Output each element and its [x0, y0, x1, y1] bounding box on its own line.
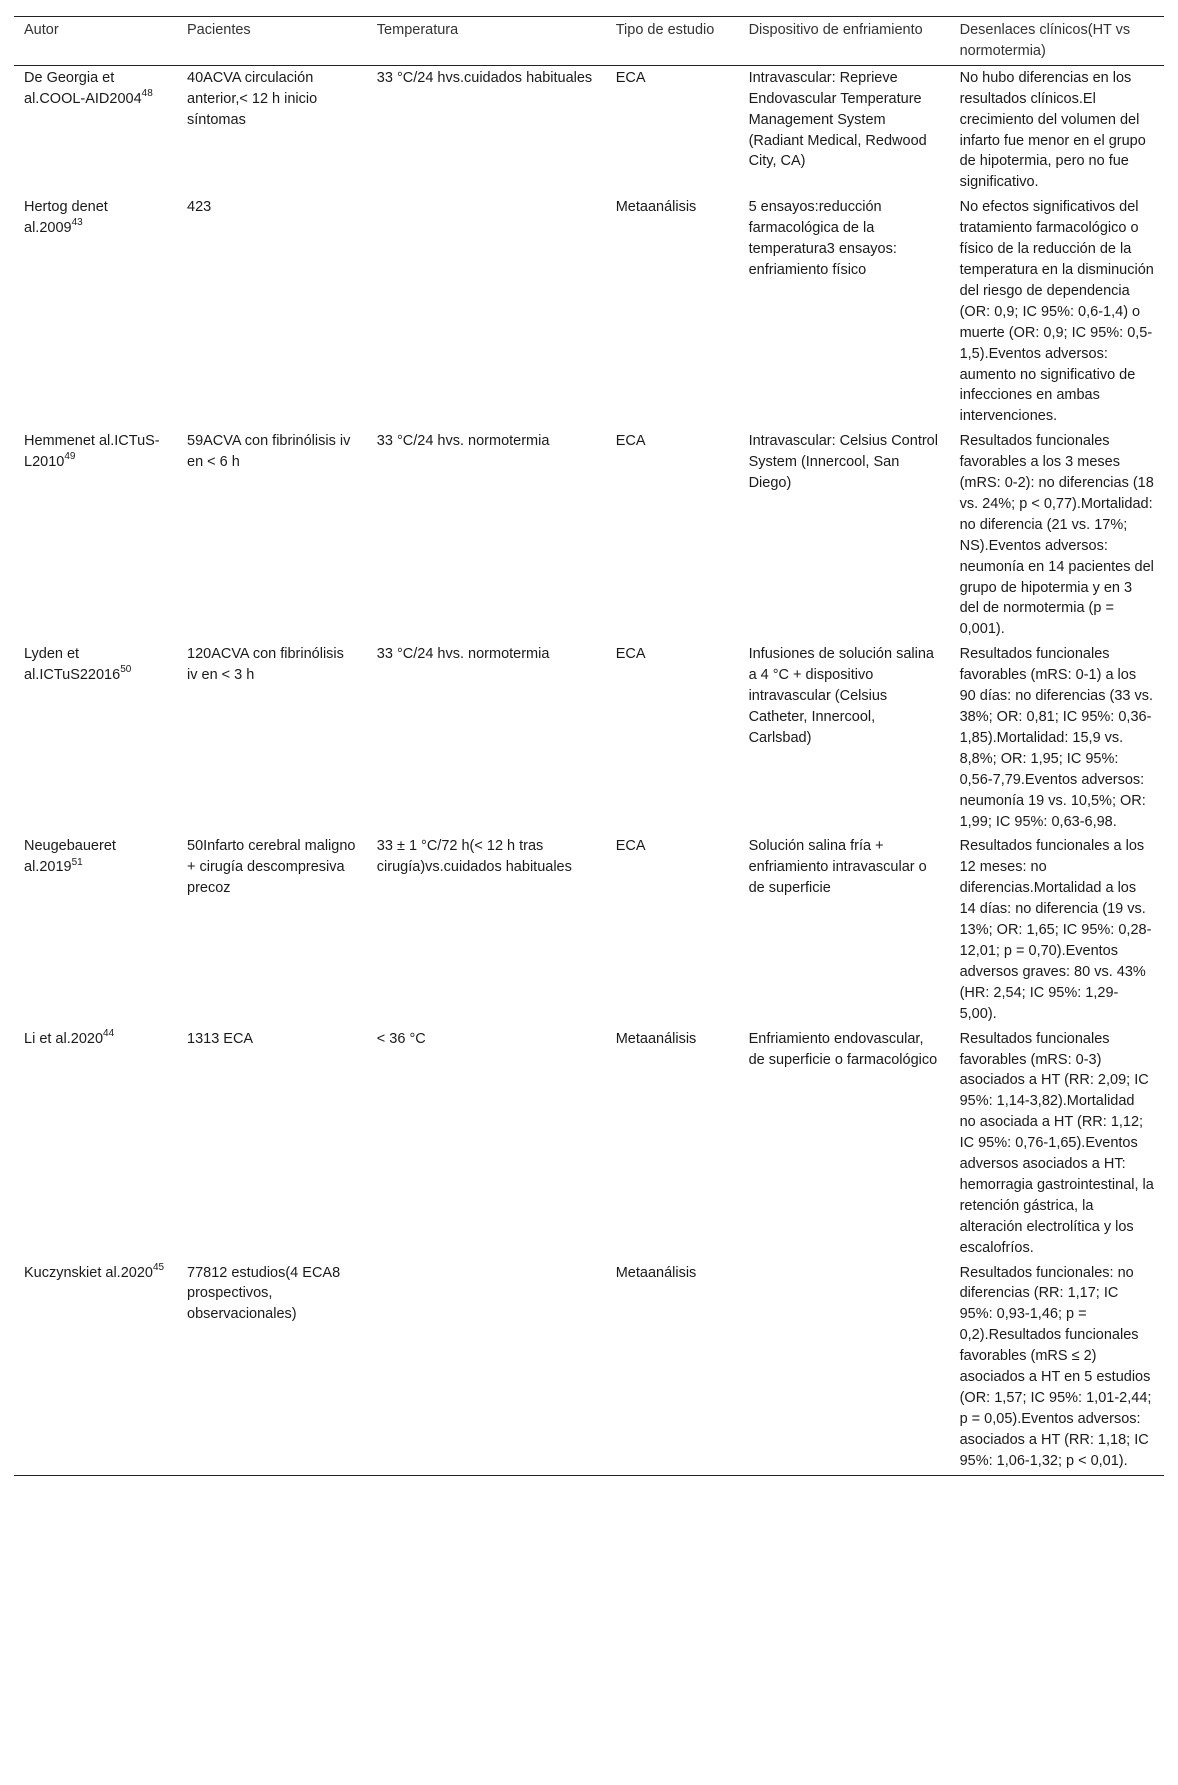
cell-patients: 1313 ECA	[187, 1030, 254, 1047]
cell-study-type: Metaanálisis	[606, 1261, 739, 1476]
cell-outcomes: No hubo diferencias en los resultados clínicos.El crecimiento del volumen del infarto fue menor en el grupo de hipotermia, pero no fue significativo.	[959, 69, 1146, 191]
header-patients: Pacientes	[177, 17, 367, 66]
table-row	[14, 65, 1164, 195]
cell-outcomes: Resultados funcionales favorables (mRS: 0-1) a los 90 días: no diferencias (33 vs. 38%; OR: 0,81; IC 95%: 0,36-1,85).Mortalidad: 15,9 vs. 8,8%; OR: 1,95; IC 95%: 0,56-7,79.Eventos adversos: neumonía 19 vs. 10,5%; OR: 1,99; IC 95%: 0,63-6,98.	[959, 646, 1154, 830]
clinical-trials-table	[14, 16, 1164, 1476]
header-study-type: Tipo de estudio	[606, 17, 739, 66]
cell-temperature: 33 °C/24 hvs. normotermia	[376, 433, 550, 450]
cell-patients: 40ACVA circulación anterior,< 12 h inicio síntomas	[187, 69, 318, 128]
cell-device: Solución salina fría + enfriamiento intravascular o de superficie	[748, 838, 927, 897]
table-row	[14, 195, 1164, 429]
table-row	[14, 1261, 1164, 1476]
cell-study-type: ECA	[615, 433, 646, 450]
cell-temperature: 33 °C/24 hvs. normotermia	[376, 646, 550, 663]
cell-author: Hertog denet al.2009$^{43}$	[24, 199, 108, 237]
cell-outcomes: Resultados funcionales a los 12 meses: no diferencias.Mortalidad a los 14 días: no diferencia (19 vs. 13%; OR: 1,65; IC 95%: 0,28-12,01; p = 0,70).Eventos adversos graves: 80 vs. 43% (HR: 2,54; IC 95%: 1,29-5,00).	[959, 838, 1152, 1022]
header-author: Autor	[14, 17, 177, 66]
cell-device: Intravascular: Reprieve Endovascular Temperature Management System (Radiant Medical, Redwood City, CA)	[748, 69, 927, 170]
cell-study-type: Metaanálisis	[615, 1030, 697, 1047]
cell-author: Li et al.2020$^{44}$	[24, 1027, 115, 1047]
cell-author: Kuczynskiet al.2020$^{45}$	[14, 1261, 177, 1476]
cell-patients: 120ACVA con fibrinólisis iv en < 3 h	[187, 646, 344, 684]
cell-device: 5 ensayos:reducción farmacológica de la temperatura3 ensayos: enfriamiento físico	[748, 199, 897, 278]
cell-patients: 59ACVA con fibrinólisis iv en < 6 h	[187, 433, 351, 471]
cell-device: Infusiones de solución salina a 4 °C + dispositivo intravascular (Celsius Catheter, Innercool, Carlsbad)	[748, 646, 934, 746]
cell-author: Hemmenet al.ICTuS-L2010$^{49}$	[24, 433, 160, 471]
cell-device: Intravascular: Celsius Control System (Innercool, San Diego)	[748, 433, 938, 492]
cell-temperature: 33 °C/24 hvs.cuidados habituales	[376, 69, 593, 86]
cell-outcomes: Resultados funcionales: no diferencias (RR: 1,17; IC 95%: 0,93-1,46; p = 0,2).Resultados funcionales favorables (mRS ≤ 2) asociados a HT en 5 estudios (OR: 1,57; IC 95%: 1,01-2,44; p = 0,05).Eventos adversos: asociados a HT (RR: 1,18; IC 95%: 1,06-1,32; p < 0,01).	[950, 1261, 1164, 1476]
header-clinical-outcomes: Desenlaces clínicos(HT vs normotermia)	[950, 17, 1164, 66]
cell-study-type: ECA	[615, 646, 646, 663]
cell-patients: 77812 estudios(4 ECA8 prospectivos, observacionales)	[177, 1261, 367, 1476]
cell-study-type: Metaanálisis	[615, 199, 697, 216]
cell-temperature: < 36 °C	[376, 1030, 426, 1047]
cell-author: Neugebaueret al.2019$^{51}$	[24, 838, 116, 876]
header-row	[14, 17, 1164, 66]
cell-device	[739, 1261, 950, 1476]
cell-device: Enfriamiento endovascular, de superficie o farmacológico	[748, 1030, 938, 1068]
cell-outcomes: Resultados funcionales favorables a los 3 meses (mRS: 0-2): no diferencias (18 vs. 24%; p < 0,77).Mortalidad: no diferencia (21 vs. 17%; NS).Eventos adversos: neumonía en 14 pacientes del grupo de hipotermia y en 3 del de normotermia (p = 0,001).	[959, 433, 1154, 638]
table-row	[14, 1027, 1164, 1261]
cell-author: Lyden et al.ICTuS22016$^{50}$	[24, 646, 132, 684]
cell-patients: 50Infarto cerebral maligno + cirugía descompresiva precoz	[187, 838, 356, 897]
header-cooling-device: Dispositivo de enfriamiento	[739, 17, 950, 66]
header-temperature: Temperatura	[367, 17, 606, 66]
cell-temperature	[367, 195, 606, 429]
table-row	[14, 834, 1164, 1026]
cell-study-type: ECA	[615, 838, 646, 855]
table-row	[14, 642, 1164, 834]
cell-temperature: 33 ± 1 °C/72 h(< 12 h tras cirugía)vs.cuidados habituales	[376, 838, 572, 876]
cell-temperature	[367, 1261, 606, 1476]
table-row	[14, 429, 1164, 642]
cell-outcomes: No efectos significativos del tratamiento farmacológico o físico de la reducción de la temperatura en la disminución del riesgo de dependencia (OR: 0,9; IC 95%: 0,6-1,4) o muerte (OR: 0,9; IC 95%: 0,5-1,5).Eventos adversos: aumento no significativo de infecciones en ambas intervenciones.	[959, 199, 1154, 425]
cell-author: De Georgia et al.COOL-AID2004$^{48}$	[24, 69, 153, 107]
cell-outcomes: Resultados funcionales favorables (mRS: 0-3) asociados a HT (RR: 2,09; IC 95%: 1,14-3,82).Mortalidad no asociada a HT (RR: 1,12; IC 95%: 0,76-1,65).Eventos adversos asociados a HT: hemorragia gastrointestinal, la retención gástrica, la alteración electrolítica y los escalofríos.	[959, 1030, 1154, 1256]
cell-study-type: ECA	[615, 69, 646, 86]
cell-patients: 423	[187, 199, 212, 216]
